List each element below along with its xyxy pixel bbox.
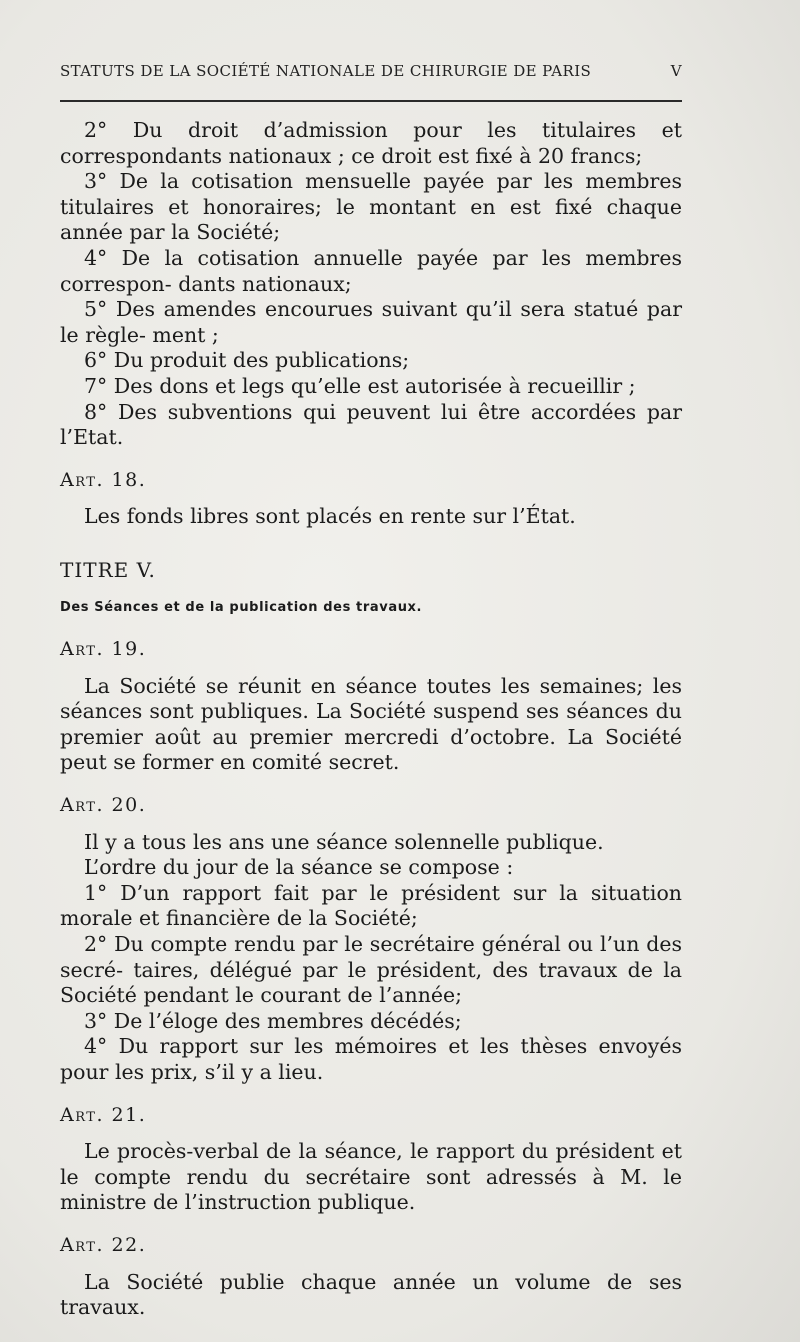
body-text (60, 118, 682, 1321)
resource-item: 8° Des subventions qui peuvent lui être accordées par l’Etat. (60, 399, 682, 450)
article-text: 3° De l’éloge des membres décédés; (84, 1008, 462, 1033)
article-text: Il y a tous les ans une séance solennelle publique. (84, 829, 604, 854)
article-text: Les fonds libres sont placés en rente sur l’État. (84, 504, 576, 529)
resource-item: 6° Du produit des publications; (84, 348, 410, 373)
resource-item: 4° De la cotisation annuelle payée par les membres correspon- dants nationaux; (60, 245, 682, 296)
section-title: TITRE V. (60, 557, 156, 582)
article-text: La Société se réunit en séance toutes les semaines; les séances sont publiques. La Société suspend ses séances du premier août au premier mercredi d’octobre. La Société peut se former en comité secret. (60, 673, 682, 775)
running-title: STATUTS DE LA SOCIÉTÉ NATIONALE DE CHIRURGIE DE PARIS (60, 62, 592, 80)
resource-item: 5° Des amendes encourues suivant qu’il sera statué par le règle- ment ; (60, 297, 682, 347)
running-header (60, 62, 682, 80)
section-subtitle: Des Séances et de la publication des travaux. (60, 599, 423, 615)
resource-item: 3° De la cotisation mensuelle payée par les membres titulaires et honoraires; le montant en est fixé chaque année par la Société; (60, 169, 682, 245)
article-text: 4° Du rapport sur les mémoires et les thèses envoyés pour les prix, s’il y a lieu. (60, 1034, 682, 1084)
article-text: L’ordre du jour de la séance se compose : (84, 855, 514, 880)
header-rule (60, 100, 682, 102)
article-heading: Art. 20. (60, 794, 147, 817)
page-number: V (670, 62, 682, 80)
article-text: La Société publie chaque année un volume de ses travaux. (60, 1269, 682, 1320)
resource-item: 2° Du droit d’admission pour les titulaires et correspondants nationaux ; ce droit est fixé à 20 francs; (60, 118, 682, 168)
resource-item: 7° Des dons et legs qu’elle est autorisée à recueillir ; (84, 373, 636, 398)
article-heading: Art. 21. (60, 1103, 147, 1126)
article-heading: Art. 19. (60, 638, 147, 661)
article-text: 2° Du compte rendu par le secrétaire général ou l’un des secré- taires, délégué par le président, des travaux de la Société pendant le courant de l’année; (60, 932, 682, 1008)
article-text: 1° D’un rapport fait par le président sur la situation morale et financière de la Société; (60, 880, 682, 931)
article-text: Le procès-verbal de la séance, le rapport du président et le compte rendu du secrétaire sont adressés à M. le ministre de l’instruction publique. (60, 1139, 682, 1215)
article-heading: Art. 18. (60, 468, 147, 491)
article-heading: Art. 22. (60, 1233, 147, 1256)
